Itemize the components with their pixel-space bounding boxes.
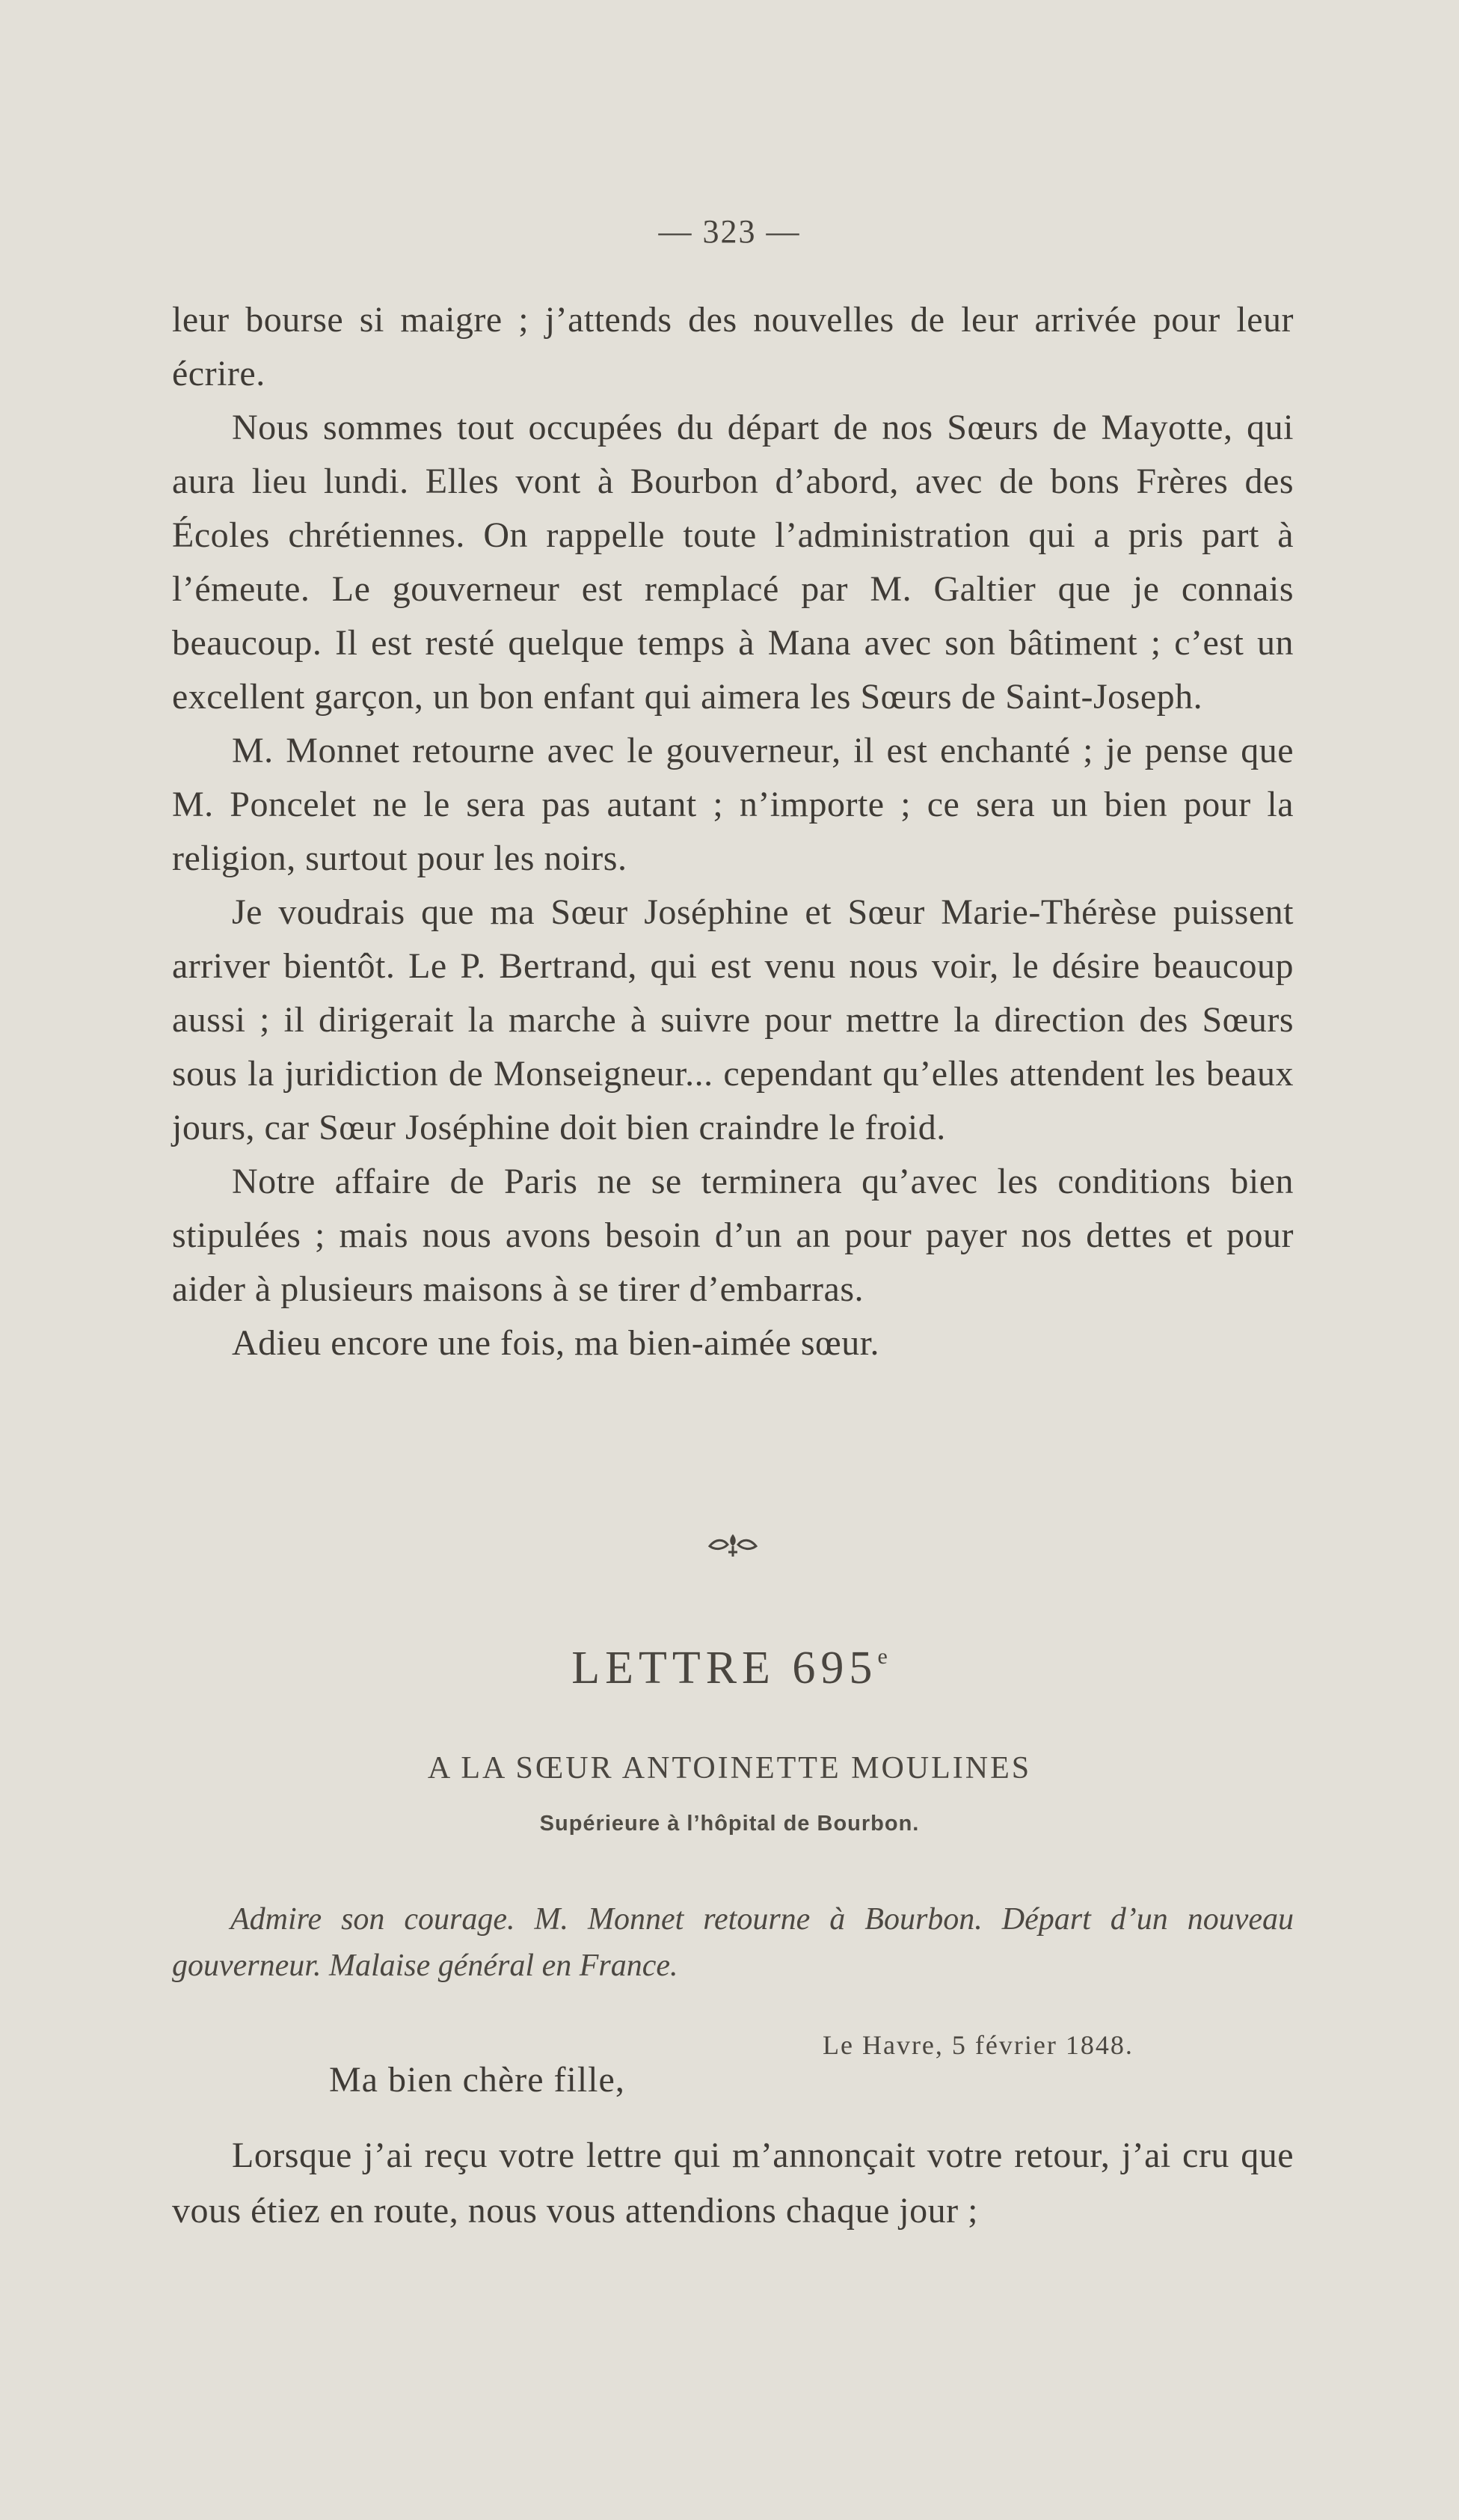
paragraph: Adieu encore une fois, ma bien-aimée sœur. — [232, 1323, 880, 1363]
fleuron-icon — [707, 1530, 759, 1560]
letter-number: LETTRE 695 — [571, 1643, 878, 1693]
paragraph: M. Monnet retourne avec le gouverneur, il est enchanté ; je pense que M. Poncelet ne le sera pas autant ; n’importe ; ce sera un bien pour la religion, surtout pour les noirs. — [172, 731, 1294, 878]
paragraph: leur bourse si maigre ; j’attends des nouvelles de leur arrivée pour leur écrire. — [172, 300, 1294, 393]
letter-heading — [0, 1642, 1459, 1695]
letter-body-continued — [172, 293, 1294, 1370]
letter-summary: Admire son courage. M. Monnet retourne à Bourbon. Départ d’un nouveau gouverneur. Malaise général en France. — [172, 1902, 1294, 1983]
page-number: — 323 — — [658, 213, 801, 250]
paragraph: Notre affaire de Paris ne se terminera qu’avec les conditions bien stipulées ; mais nous avons besoin d’un an pour payer nos dettes et pour aider à plusieurs maisons à se tirer d’embarras. — [172, 1162, 1294, 1309]
salutation: Ma bien chère fille, — [329, 2060, 625, 2100]
opening-paragraph: Lorsque j’ai reçu votre lettre qui m’annonçait votre retour, j’ai cru que vous étiez en route, nous vous attendions chaque jour ; — [172, 2136, 1294, 2231]
recipient-subtitle: Supérieure à l’hôpital de Bourbon. — [539, 1812, 920, 1836]
paragraph: Je voudrais que ma Sœur Joséphine et Sœur Marie-Thérèse puissent arriver bientôt. Le P. Bertrand, qui est venu nous voir, le désire beaucoup aussi ; il dirigerait la marche à suivre pour mettre la direction des Sœurs sous la juridiction de Monseigneur... cependant qu’elles attendent les beaux jours, car Sœur Joséphine doit bien craindre le froid. — [172, 892, 1294, 1147]
recipient: A LA SŒUR ANTOINETTE MOULINES — [427, 1751, 1032, 1785]
dateline: Le Havre, 5 février 1848. — [823, 2030, 1134, 2060]
paragraph: Nous sommes tout occupées du départ de nos Sœurs de Mayotte, qui aura lieu lundi. Elles vont à Bourbon d’abord, avec de bons Frères des Écoles chrétiennes. On rappelle toute l’administration qui a pris part à l’émeute. Le gouverneur est remplacé par M. Galtier que je connais beaucoup. Il est resté quelque temps à Mana avec son bâtiment ; c’est un excellent garçon, un bon enfant qui aimera les Sœurs de Saint-Joseph. — [172, 408, 1294, 717]
ordinal-suffix: e — [877, 1644, 888, 1669]
